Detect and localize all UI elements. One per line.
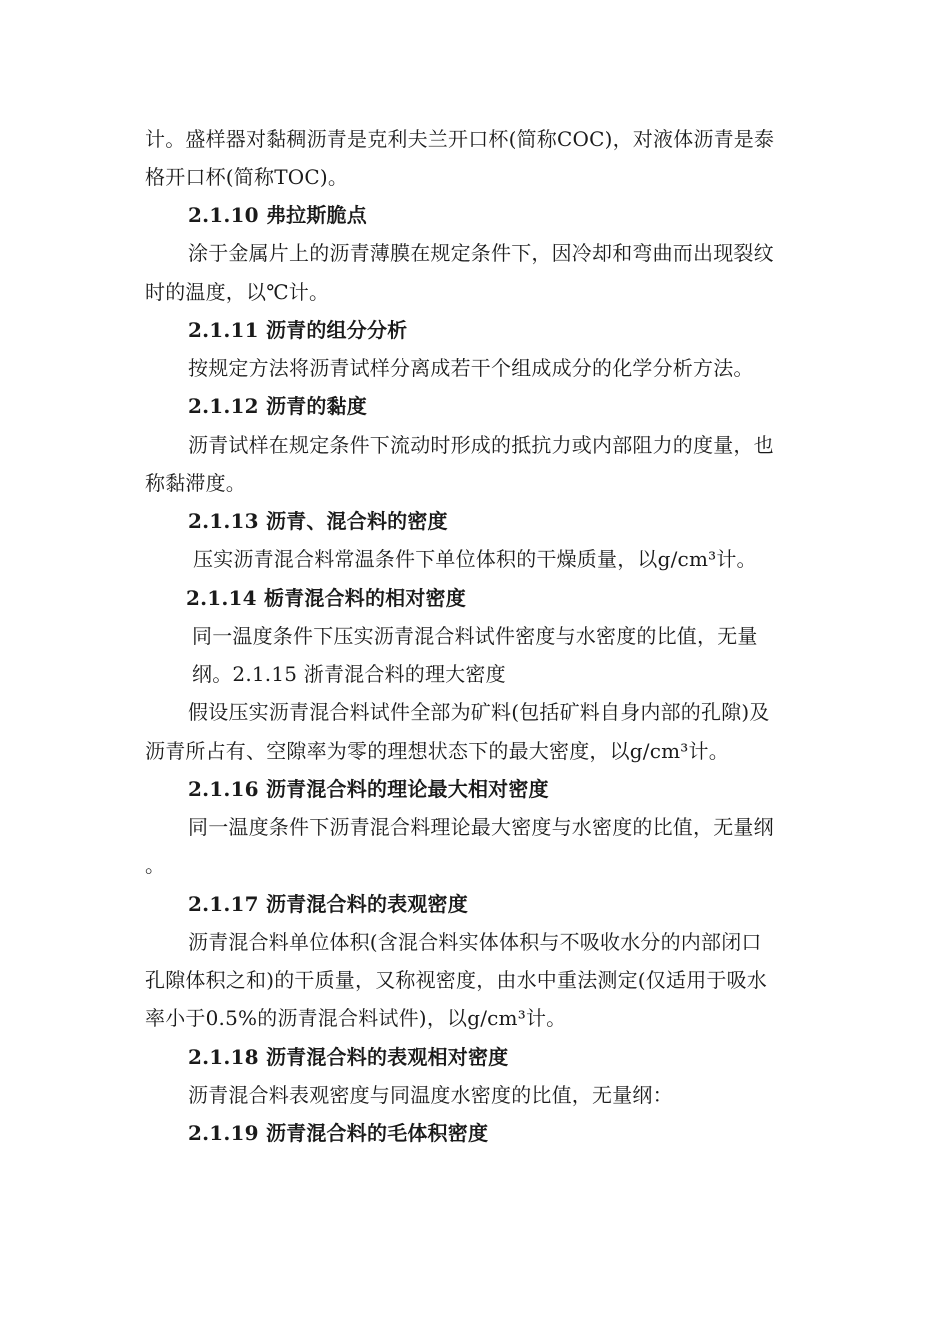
section-heading: 2.1.11 沥青的组分分析 bbox=[188, 318, 408, 342]
text-line: 时的温度，以℃计。 bbox=[145, 280, 330, 304]
text-line: 计。盛样器对黏稠沥青是克利夫兰开口杯(简称COC)，对液体沥青是泰 bbox=[145, 127, 775, 151]
text-line: 孔隙体积之和)的干质量，又称视密度，由水中重法测定(仅适用于吸水 bbox=[145, 968, 768, 992]
section-heading: 2.1.12 沥青的黏度 bbox=[188, 394, 367, 418]
section-heading: 2.1.10 弗拉斯脆点 bbox=[188, 203, 367, 227]
section-heading: 2.1.19 沥青混合料的毛体积密度 bbox=[188, 1121, 489, 1145]
text-line: 按规定方法将沥青试样分离成若干个组成成分的化学分析方法。 bbox=[188, 356, 754, 380]
text-line: 假设压实沥青混合料试件全部为矿料(包括矿料自身内部的孔隙)及 bbox=[188, 700, 770, 724]
section-heading: 2.1.14 栃青混合料的相对密度 bbox=[186, 586, 466, 610]
section-heading: 2.1.17 沥青混合料的表观密度 bbox=[188, 892, 468, 916]
text-line: 同一温度条件下压实沥青混合料试件密度与水密度的比值，无量 bbox=[192, 624, 758, 648]
text-line: 。 bbox=[145, 853, 166, 877]
text-line: 称黏滞度。 bbox=[145, 471, 246, 495]
text-line: 沥青混合料单位体积(含混合料实体体积与不吸收水分的内部闭口 bbox=[188, 930, 762, 954]
text-line: 同一温度条件下沥青混合料理论最大密度与水密度的比值，无量纲 bbox=[188, 815, 774, 839]
text-line: 压实沥青混合料常温条件下单位体积的干燥质量，以g/cm³计。 bbox=[193, 547, 757, 571]
text-line: 沥青所占有、空隙率为零的理想状态下的最大密度，以g/cm³计。 bbox=[145, 739, 729, 763]
section-heading: 2.1.18 沥青混合料的表观相对密度 bbox=[188, 1045, 509, 1069]
text-line: 格开口杯(简称TOC)。 bbox=[145, 165, 349, 189]
text-line: 纲。2.1.15 浙青混合料的理大密度 bbox=[192, 662, 506, 686]
text-line: 率小于0.5%的沥青混合料试件)，以g/cm³计。 bbox=[145, 1006, 567, 1030]
text-line: 沥青试样在规定条件下流动时形成的抵抗力或内部阻力的度量，也 bbox=[188, 433, 774, 457]
section-heading: 2.1.13 沥青、混合料的密度 bbox=[188, 509, 448, 533]
text-line: 涂于金属片上的沥青薄膜在规定条件下，因冷却和弯曲而出现裂纹 bbox=[188, 241, 774, 265]
text-line: 沥青混合料表观密度与同温度水密度的比值，无量纲： bbox=[188, 1083, 673, 1107]
section-heading: 2.1.16 沥青混合料的理论最大相对密度 bbox=[188, 777, 549, 801]
